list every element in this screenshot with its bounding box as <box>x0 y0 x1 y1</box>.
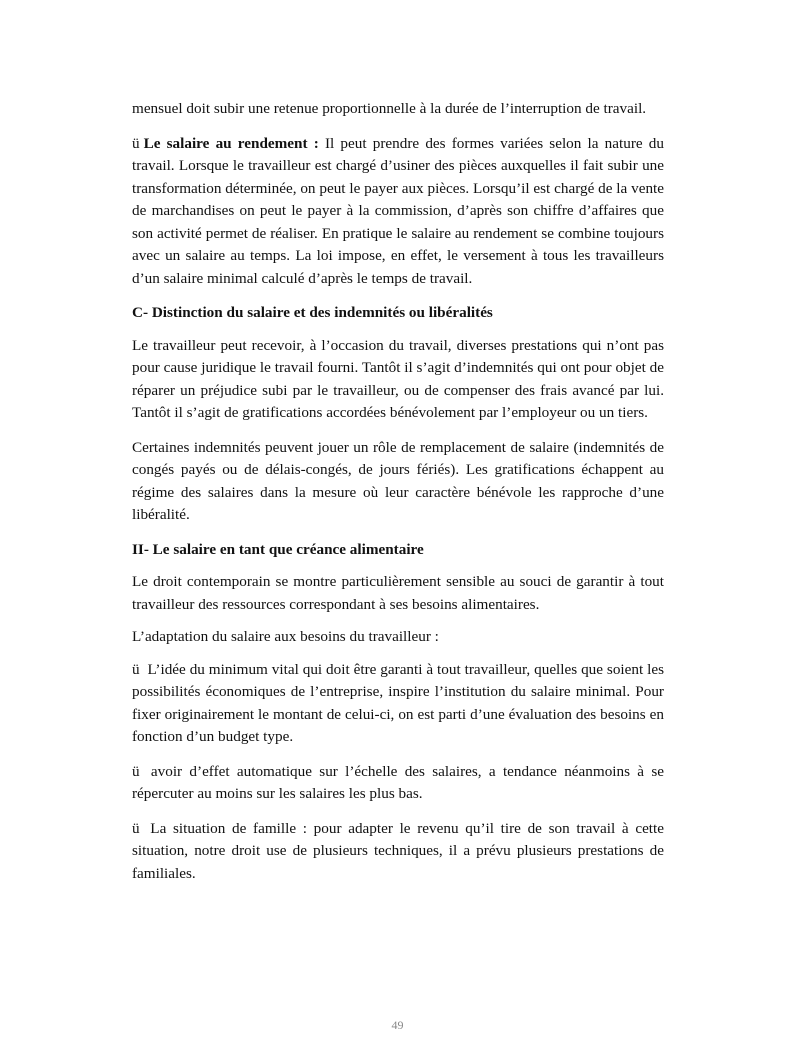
paragraph-salaire-rendement <box>132 133 664 291</box>
term-salaire-rendement: Le salaire au rendement : <box>143 134 319 152</box>
paragraph-adaptation: L’adaptation du salaire aux besoins du travailleur : <box>132 628 439 645</box>
checkmark-bullet-icon: ü <box>132 762 140 780</box>
paragraph-prestations: Le travailleur peut recevoir, à l’occasion du travail, diverses prestations qui n’ont pas pour cause juridique le travail fourni. Tantôt il s’agit d’indemnités qui ont pour objet de réparer un préjudice subi par le travailleur, ou de compenser des frais avancé par lui. Tantôt il s’agit de gratifications accordées bénévolement par l’employeur ou un tiers. <box>132 336 664 421</box>
section-heading-ii: II- Le salaire en tant que créance alimentaire <box>132 540 424 558</box>
bullet-text: L’idée du minimum vital qui doit être garanti à tout travailleur, quelles que soient les possibilités économiques de l’entreprise, inspire l’institution du salaire minimal. Pour fixer originairement le montant de celui-ci, on est parti d’une évaluation des besoins en fonction d’un budget type. <box>132 660 665 745</box>
bullet-situation-famille <box>132 818 664 886</box>
paragraph-continuation: mensuel doit subir une retenue proportionnelle à la durée de l’interruption de travail. <box>132 100 647 117</box>
page-body <box>132 98 664 897</box>
paragraph-text: Il peut prendre des formes variées selon la nature du travail. Lorsque le travailleur est chargé d’usiner des pièces auxquelles il fait subir une transformation déterminée, on peut le payer aux pièces. Lorsqu’il est chargé de la vente de marchandises on peut le payer à la commission, d’après son chiffre d’affaires que son activité permet de réaliser. En pratique le salaire au rendement se combine toujours avec un salaire au temps. La loi impose, en effet, le versement à tous les travailleurs d’un salaire minimal calculé d’après le temps de travail. <box>132 134 664 287</box>
paragraph-droit-contemporain: Le droit contemporain se montre particulièrement sensible au souci de garantir à tout travailleur des ressources correspondant à ses besoins alimentaires. <box>132 573 664 613</box>
bullet-text: avoir d’effet automatique sur l’échelle des salaires, a tendance néanmoins à se répercuter au moins sur les salaires les plus bas. <box>132 762 664 802</box>
checkmark-bullet-icon: ü <box>132 660 140 678</box>
bullet-echelle-salaires <box>132 761 664 806</box>
checkmark-bullet-icon: ü <box>132 134 140 152</box>
section-heading-c: C- Distinction du salaire et des indemnités ou libéralités <box>132 304 493 321</box>
page-number: 49 <box>391 1018 404 1032</box>
bullet-text: La situation de famille : pour adapter le revenu qu’il tire de son travail à cette situation, notre droit use de plusieurs techniques, il a prévu plusieurs prestations de familiales. <box>132 819 664 882</box>
checkmark-bullet-icon: ü <box>132 819 140 837</box>
paragraph-indemnites: Certaines indemnités peuvent jouer un rôle de remplacement de salaire (indemnités de congés payés ou de délais-congés, de jours fériés). Les gratifications échappent au régime des salaires dans la mesure où leur caractère bénévole les rapproche d’une libéralité. <box>132 438 664 523</box>
bullet-minimum-vital <box>132 659 664 749</box>
